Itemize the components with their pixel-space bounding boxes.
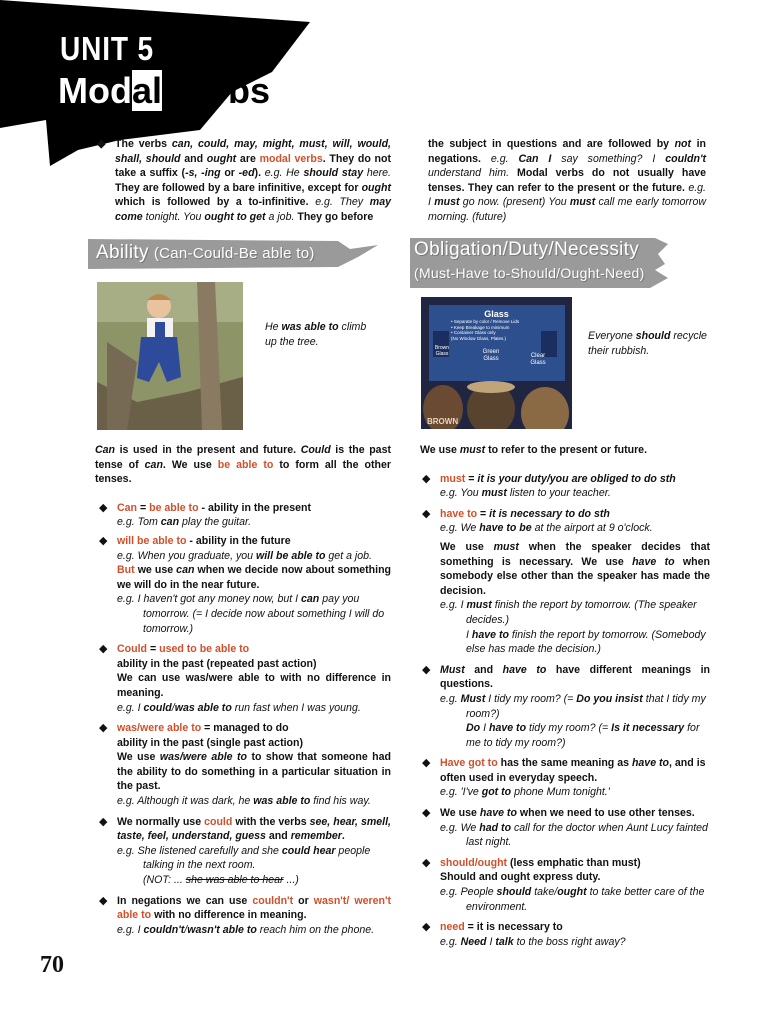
obligation-item-have-to: ◆ have to = it is necessary to do sth e.g. We have to be at the airport at 9 o'clock. We use must when the speaker decides that something is necessary. We use have to when somebody else other than the speaker has made the decision. e.g. I must finish the report by tomorrow. (The speaker decides.) I have to finish the report by tomorrow. (Somebody else has made the decision.) xyxy=(422,507,710,656)
diamond-bullet-icon: ◆ xyxy=(422,921,431,934)
sign-line: • Container Glass only xyxy=(451,330,496,335)
boy-climbing-photo xyxy=(97,282,243,430)
ability-photo-caption: He was able to climb up the tree. xyxy=(265,321,367,348)
obligation-lead: We use must to refer to the present or future. xyxy=(420,444,648,456)
page-title xyxy=(58,70,270,112)
title-part-3: Verbs xyxy=(162,70,271,111)
ability-item-will: ◆ will be able to - ability in the future e.g. When you graduate, you will be able to get a job. But we use can when we decide now about something we will do in the near future. e.g. I haven't got any money now, but I can pay you tomorrow. (= I decide now about something I will do tomorrow.) xyxy=(99,534,392,635)
sign-green: Green Glass xyxy=(482,349,500,362)
diamond-bullet-icon: ◆ xyxy=(422,757,431,770)
sign-line: (No Window Glass, Plates.) xyxy=(451,335,507,341)
ability-item-could: ◆ Could = used to be able to ability in the past (repeated past action) We can use was/were able to with no difference in meaning. e.g. I could/was able to run fast when I was young. xyxy=(99,643,391,714)
ability-banner-title: Ability xyxy=(96,242,149,263)
intro-left: ◆ The verbs can, could, may, might, must, will, would, shall, should and ought are modal verbs. They do not take a suffix (-s, -ing or -ed). e.g. He should stay here. They are followed by a bare infinitive, except for ought which is followed by a to-infinitive. e.g. They may come tonight. You ought to get a job. They go before xyxy=(97,138,391,223)
sign-line: • Keep Breakage to minimum xyxy=(451,324,510,330)
diamond-bullet-icon: ◆ xyxy=(422,663,431,676)
obligation-banner-subtitle: (Must-Have to-Should/Ought-Need) xyxy=(414,265,645,281)
sign-clear: Clear Glass xyxy=(530,353,546,366)
diamond-bullet-icon: ◆ xyxy=(99,643,108,656)
obligation-banner xyxy=(410,236,672,290)
obligation-item-have-got-to: ◆ Have got to has the same meaning as have to, and is often used in everyday speech. e.g. 'I've got to phone Mum tonight.' xyxy=(422,757,706,799)
obligation-item-should: ◆ should/ought (less emphatic than must) Should and ought express duty. e.g. People should take/ought to take better care of the environment. xyxy=(422,856,705,913)
title-part-2: al xyxy=(131,70,162,111)
unit-label: UNIT 5 xyxy=(60,30,154,67)
diamond-bullet-icon: ◆ xyxy=(422,472,431,485)
obligation-item-need: ◆ need = it is necessary to e.g. Need I talk to the boss right away? xyxy=(422,921,626,948)
obligation-item-must: ◆ must = it is your duty/you are obliged to do sth e.g. You must listen to your teacher. xyxy=(422,472,676,500)
ability-body xyxy=(95,443,391,937)
obligation-banner-title: Obligation/Duty/Necessity xyxy=(414,239,640,260)
obligation-item-questions: ◆ Must and have to have different meanings in questions. e.g. Must I tidy my room? (= Do you insist that I tidy my room?) Do I have to tidy my room? (= Is it necessary for me to tidy my room?) xyxy=(422,663,710,749)
diamond-bullet-icon: ◆ xyxy=(97,138,106,150)
ability-item-can: ◆ Can = be able to - ability in the present e.g. Tom can play the guitar. xyxy=(99,501,311,529)
obligation-body xyxy=(420,443,710,949)
title-part-1: Mod xyxy=(58,70,132,111)
obligation-item-other-tenses: ◆ We use have to when we need to use other tenses. e.g. We had to call for the doctor when Aunt Lucy fainted last night. xyxy=(422,807,708,849)
ability-banner xyxy=(88,237,383,271)
ability-item-could-verbs: ◆ We normally use could with the verbs see, hear, smell, taste, feel, understand, guess and remember. e.g. She listened carefully and she could hear people talking in the next room. (NOT: ... she was able to hear ...) xyxy=(99,815,391,887)
sign-line: • Separate by color / Remove Lids xyxy=(451,319,520,324)
sign-brown: Brown Glass xyxy=(434,345,450,357)
ability-lead: Can is used in the present and future. Could is the past tense of can. We use be able to to form all the other tenses. xyxy=(95,444,391,486)
diamond-bullet-icon: ◆ xyxy=(99,815,108,828)
diamond-bullet-icon: ◆ xyxy=(99,722,108,735)
bin-label: BROWN xyxy=(427,417,459,426)
ability-item-was-able: ◆ was/were able to = managed to do ability in the past (single past action) We use was/were able to to show that someone had the ability to do something in a particular situation in the past. e.g. Although it was dark, he was able to find his way. xyxy=(99,722,392,808)
diamond-bullet-icon: ◆ xyxy=(422,507,431,520)
intro-right: the subject in questions and are followed by not in negations. e.g. Can I say something? I couldn't understand him. Modal verbs do not usually have tenses. They can refer to the present or the future. e.g. I must go now. (present) You must call me early tomorrow morning. (future) xyxy=(428,138,707,223)
page-number: 70 xyxy=(40,952,64,978)
diamond-bullet-icon: ◆ xyxy=(422,807,431,820)
recycling-photo xyxy=(421,297,572,429)
diamond-bullet-icon: ◆ xyxy=(422,856,431,869)
obligation-photo-caption: Everyone should recycle their rubbish. xyxy=(588,330,707,357)
diamond-bullet-icon: ◆ xyxy=(99,894,108,907)
ability-banner-subtitle: (Can-Could-Be able to) xyxy=(153,245,315,262)
ability-item-negations: ◆ In negations we can use couldn't or wasn't/ weren't able to with no difference in meaning. e.g. I couldn't/wasn't able to reach him on the phone. xyxy=(99,894,391,936)
sign-title: Glass xyxy=(484,309,509,319)
diamond-bullet-icon: ◆ xyxy=(99,501,108,514)
diamond-bullet-icon: ◆ xyxy=(99,534,108,547)
